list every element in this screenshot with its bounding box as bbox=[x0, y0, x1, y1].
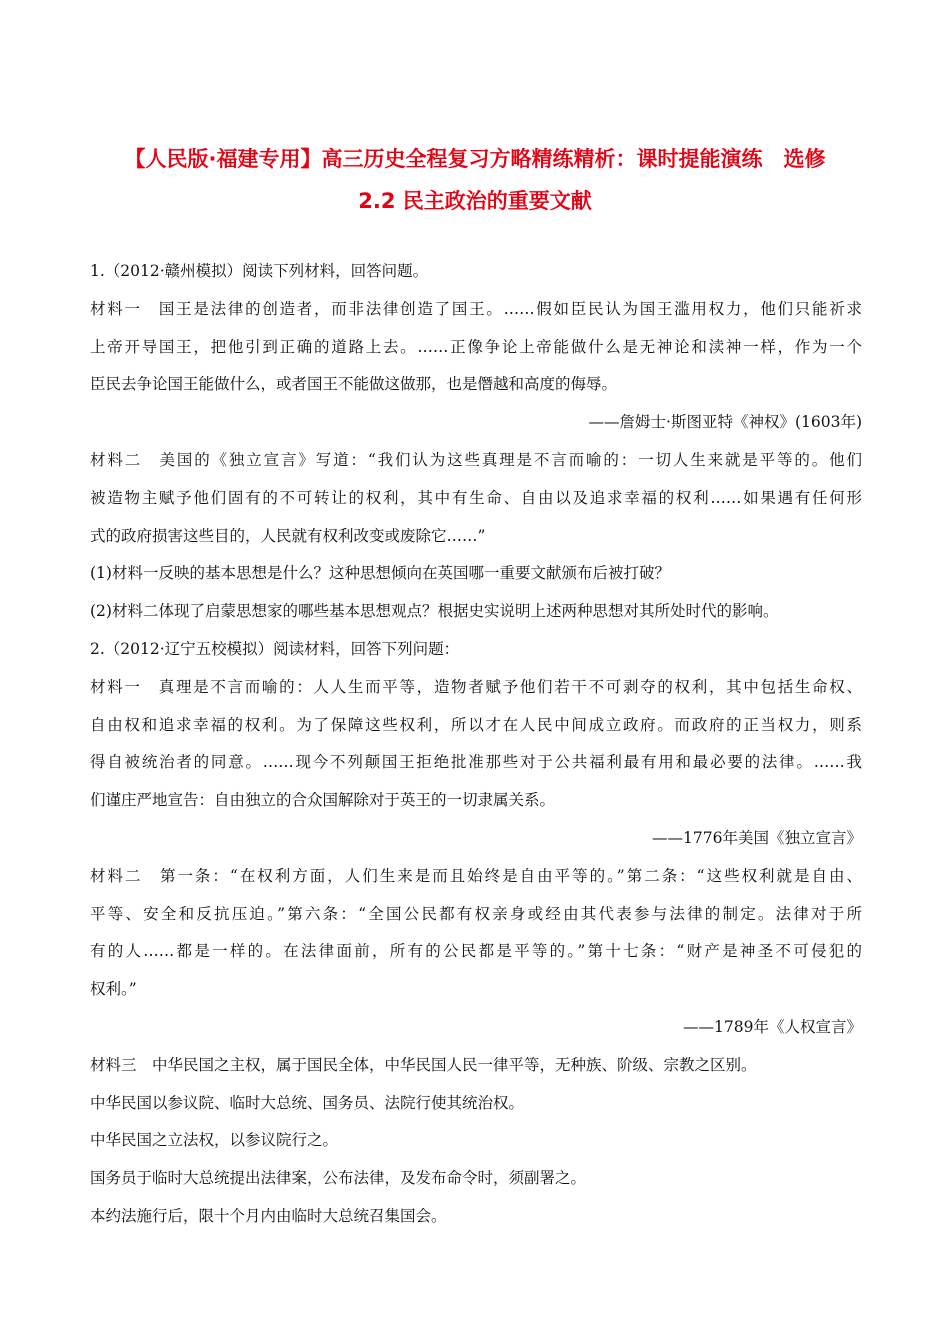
q1-material-1-line: 臣民去争论国王能做什么，或者国王不能做这做那，也是僭越和高度的侮辱。 bbox=[90, 375, 618, 394]
q1-material-1-line: 上帝开导国王，把他引到正确的道路上去。……正像争论上帝能做什么是无神论和渎神一样，作为一个 bbox=[90, 337, 862, 356]
document-title bbox=[60, 138, 890, 222]
q2-material-3-line: 中华民国以参议院、临时大总统、国务员、法院行使其统治权。 bbox=[90, 1093, 525, 1112]
q2-material-2-line: 材料二 第一条：“在权利方面，人们生来是而且始终是自由平等的。”第二条：“这些权利就是自由、 bbox=[90, 866, 862, 885]
q1-material-1-source: ——詹姆士·斯图亚特《神权》(1603年) bbox=[588, 413, 862, 432]
title-line-1: 【人民版·福建专用】高三历史全程复习方略精练精析：课时提能演练 选修 bbox=[124, 147, 826, 171]
q2-material-3-line: 材料三 中华民国之主权，属于国民全体，中华民国人民一律平等，无种族、阶级、宗教之区别。 bbox=[90, 1055, 757, 1074]
q2-material-2-source: ——1789年《人权宣言》 bbox=[683, 1017, 862, 1036]
q1-material-2-line: 式的政府损害这些目的，人民就有权利改变或废除它……” bbox=[90, 526, 486, 545]
q2-material-3-line: 本约法施行后，限十个月内由临时大总统召集国会。 bbox=[90, 1206, 447, 1225]
q1-material-2-line: 材料二 美国的《独立宣言》写道：“我们认为这些真理是不言而喻的：一切人生来就是平等的。他们 bbox=[90, 450, 862, 469]
title-line-2: 2.2 民主政治的重要文献 bbox=[358, 189, 592, 213]
q2-material-2-line: 权利。” bbox=[90, 980, 137, 999]
document-body bbox=[90, 253, 862, 1236]
q2-material-1-line: 们谨庄严地宣告：自由独立的合众国解除对于英王的一切隶属关系。 bbox=[90, 791, 556, 810]
q2-material-2-line: 有的人……都是一样的。在法律面前，所有的公民都是平等的。”第十七条：“财产是神圣不可侵犯的 bbox=[90, 942, 862, 961]
q1-stem: 1.（2012·赣州模拟）阅读下列材料，回答问题。 bbox=[90, 262, 429, 280]
q1-material-2-line: 被造物主赋予他们固有的不可转让的权利，其中有生命、自由以及追求幸福的权利……如果遇有任何形 bbox=[90, 488, 862, 507]
q2-material-1-line: 自由权和追求幸福的权利。为了保障这些权利，所以才在人民中间成立政府。而政府的正当权力，则系 bbox=[90, 715, 862, 734]
q2-stem: 2.（2012·辽宁五校模拟）阅读材料，回答下列问题： bbox=[90, 639, 460, 658]
q1-question-1: (1)材料一反映的基本思想是什么？这种思想倾向在英国哪一重要文献颁布后被打破？ bbox=[90, 564, 670, 583]
q2-material-1-source: ——1776年美国《独立宣言》 bbox=[652, 828, 862, 847]
q2-material-3-line: 中华民国之立法权，以参议院行之。 bbox=[90, 1131, 339, 1150]
q2-material-1-line: 得自被统治者的同意。……现今不列颠国王拒绝批准那些对于公共福利最有用和最必要的法律。……我 bbox=[90, 753, 862, 772]
q1-question-2: (2)材料二体现了启蒙思想家的哪些基本思想观点？根据史实说明上述两种思想对其所处时代的影响。 bbox=[90, 602, 779, 621]
q2-material-1-line: 材料一 真理是不言而喻的：人人生而平等，造物者赋予他们若干不可剥夺的权利，其中包括生命权、 bbox=[90, 677, 862, 696]
q2-material-3-line: 国务员于临时大总统提出法律案，公布法律，及发布命令时，须副署之。 bbox=[90, 1169, 587, 1188]
q2-material-2-line: 平等、安全和反抗压迫。”第六条：“全国公民都有权亲身或经由其代表参与法律的制定。法律对于所 bbox=[90, 904, 862, 923]
q1-material-1-line: 材料一 国王是法律的创造者，而非法律创造了国王。……假如臣民认为国王滥用权力，他们只能祈求 bbox=[90, 299, 862, 318]
